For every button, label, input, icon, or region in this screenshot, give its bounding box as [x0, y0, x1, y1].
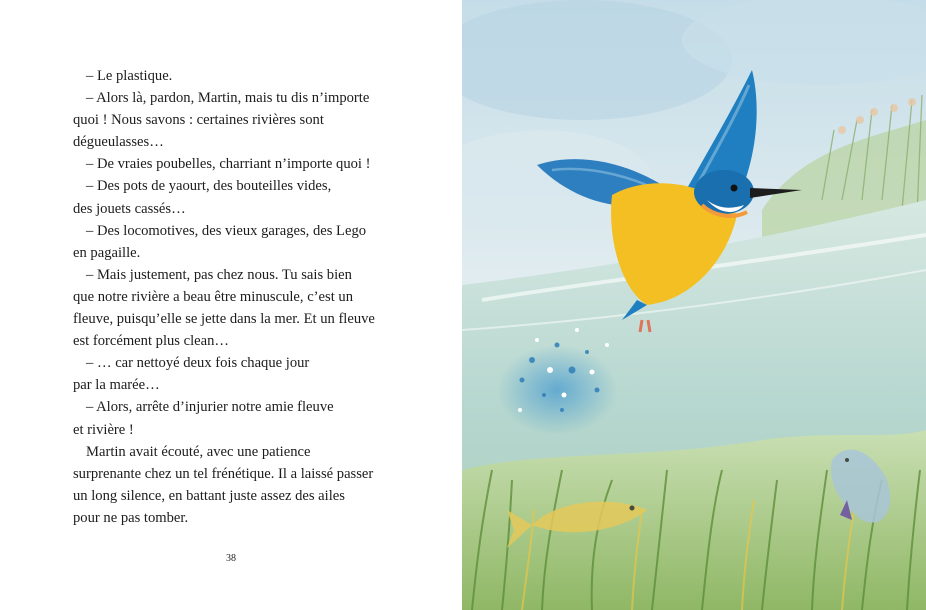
text-line: quoi ! Nous savons : certaines rivières sont: [73, 112, 324, 129]
text-line: que notre rivière a beau être minuscule, c’est un: [73, 288, 353, 305]
text-line: en pagaille.: [73, 244, 141, 261]
text-line: – De vraies poubelles, charriant n’importe quoi !: [86, 156, 371, 173]
text-line: – Le plastique.: [86, 68, 173, 84]
text-line: – … car nettoyé deux fois chaque jour: [86, 355, 310, 372]
body-text: [73, 65, 403, 529]
text-line: des jouets cassés…: [73, 200, 186, 217]
text-line: – Alors, arrête d’injurier notre amie fleuve: [86, 399, 334, 416]
kingfisher-illustration: [462, 0, 926, 610]
text-line: dégueulasses…: [73, 134, 164, 151]
text-line: – Des pots de yaourt, des bouteilles vides,: [86, 178, 332, 195]
text-line: pour ne pas tomber.: [73, 509, 189, 526]
text-line: un long silence, en battant juste assez des ailes: [73, 487, 345, 504]
text-line: – Des locomotives, des vieux garages, des Lego: [86, 222, 367, 239]
text-line: surprenante chez un tel frénétique. Il a laissé passer: [73, 465, 374, 482]
left-page: [0, 0, 462, 610]
right-page: [462, 0, 926, 610]
page-number: 38: [226, 553, 236, 564]
text-line: et rivière !: [73, 421, 134, 438]
text-line: – Mais justement, pas chez nous. Tu sais bien: [86, 266, 352, 283]
text-line: Martin avait écouté, avec une patience: [86, 443, 311, 460]
text-line: par la marée…: [73, 377, 160, 394]
text-line: fleuve, puisqu’elle se jette dans la mer. Et un fleuve: [73, 311, 375, 328]
text-line: – Alors là, pardon, Martin, mais tu dis n’importe: [86, 90, 370, 107]
text-line: est forcément plus clean…: [73, 333, 230, 350]
